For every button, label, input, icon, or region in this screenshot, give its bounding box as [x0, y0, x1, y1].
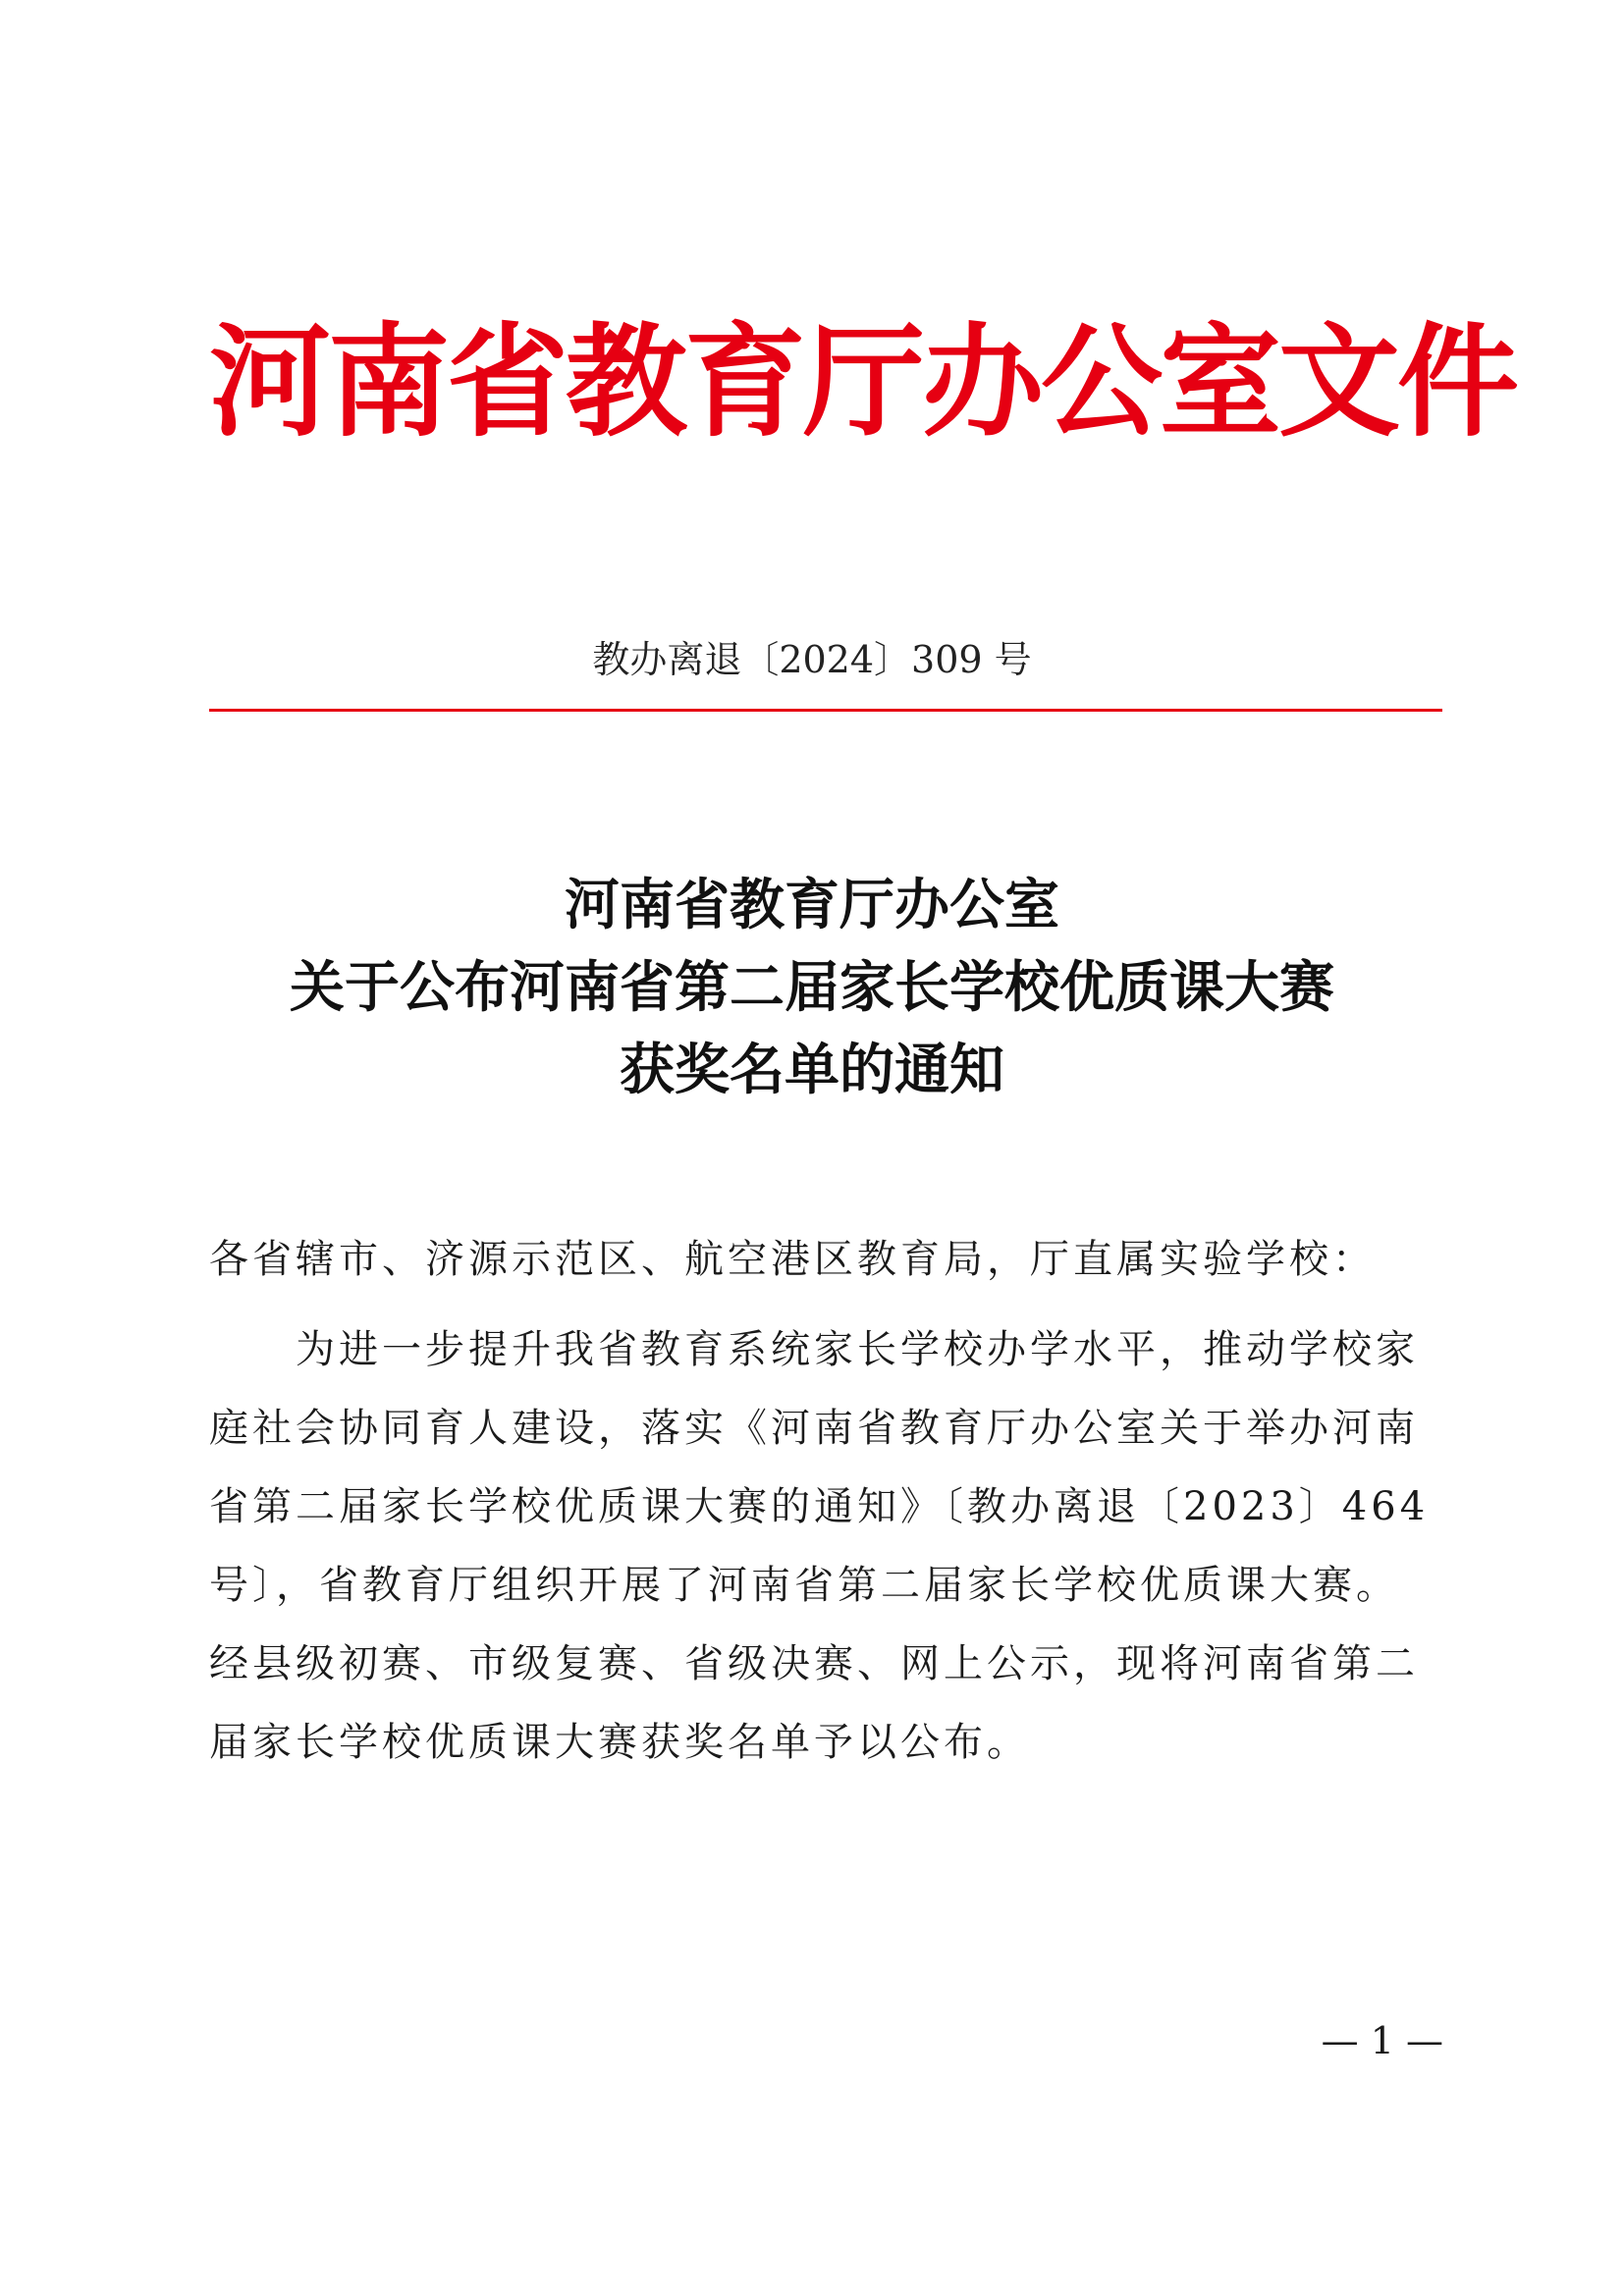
body-paragraph — [209, 1310, 1442, 1782]
document-number: 教办离退〔2024〕309 号 — [592, 638, 1032, 681]
document-masthead: 河南省教育厅办公室文件 — [209, 311, 1517, 454]
body-line: 经县级初赛、市级复赛、省级决赛、网上公示，现将河南省第二 — [209, 1641, 1419, 1686]
red-divider-line — [209, 709, 1442, 712]
notice-title — [209, 864, 1415, 1111]
notice-title-line: 关于公布河南省第二届家长学校优质课大赛 — [290, 955, 1334, 1020]
body-line: 省第二届家长学校优质课大赛的通知》〔教办离退〔2023〕464 — [209, 1484, 1430, 1529]
body-line: 庭社会协同育人建设，落实《河南省教育厅办公室关于举办河南 — [209, 1406, 1419, 1451]
body-line: 届家长学校优质课大赛获奖名单予以公布。 — [209, 1720, 1030, 1765]
notice-title-line: 河南省教育厅办公室 — [565, 873, 1059, 937]
notice-title-line: 获奖名单的通知 — [620, 1038, 1004, 1102]
page-number: — 1 — — [1321, 2019, 1443, 2062]
body-line: 号〕，省教育厅组织开展了河南省第二届家长学校优质课大赛。 — [209, 1563, 1399, 1608]
salutation: 各省辖市、济源示范区、航空港区教育局，厅直属实验学校： — [209, 1237, 1376, 1282]
body-line: 为进一步提升我省教育系统家长学校办学水平，推动学校家 — [296, 1327, 1419, 1372]
